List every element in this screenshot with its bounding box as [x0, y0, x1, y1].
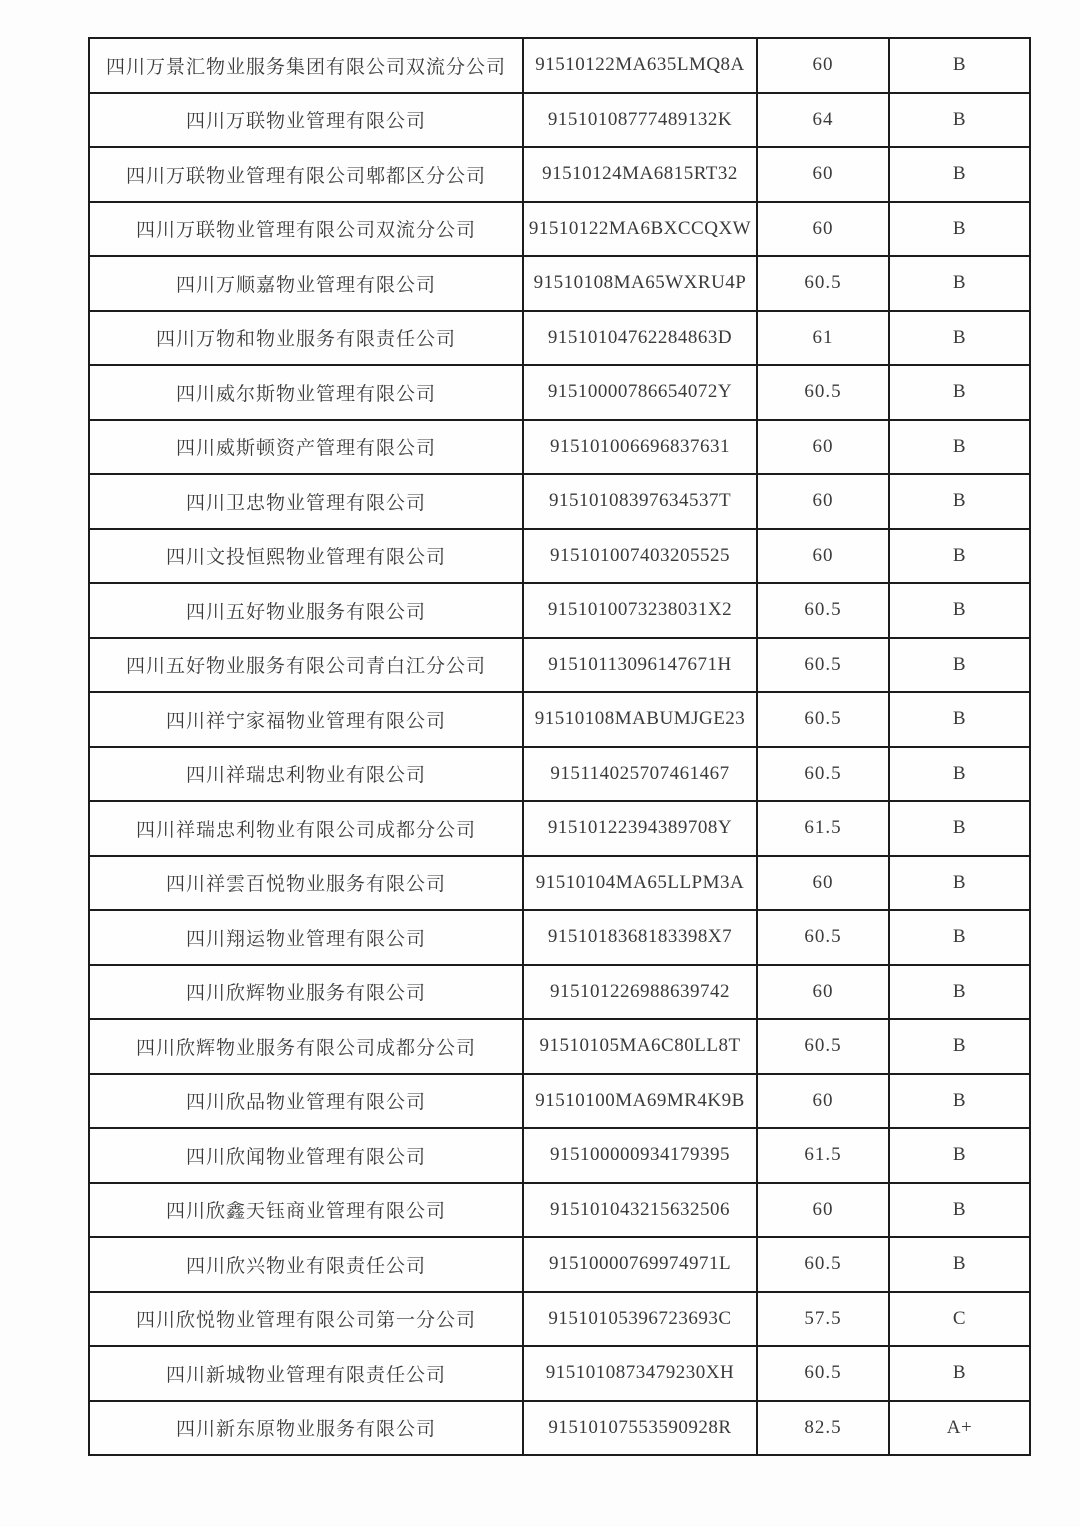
rating-cell: B: [889, 529, 1030, 584]
score-cell: 60: [757, 147, 889, 202]
table-row: [89, 692, 1030, 747]
score-cell: 61.5: [757, 1128, 889, 1183]
score-cell: 60.5: [757, 583, 889, 638]
rating-cell: B: [889, 692, 1030, 747]
credit-code-cell: 91510108777489132K: [523, 93, 757, 148]
score-cell: 60: [757, 38, 889, 93]
company-name-cell: 四川新城物业管理有限责任公司: [89, 1346, 523, 1401]
rating-cell: B: [889, 38, 1030, 93]
rating-cell: B: [889, 93, 1030, 148]
credit-code-cell: 9151010873479230XH: [523, 1346, 757, 1401]
table-row: [89, 1183, 1030, 1238]
company-name-cell: 四川万联物业管理有限公司双流分公司: [89, 202, 523, 257]
company-name-cell: 四川五好物业服务有限公司: [89, 583, 523, 638]
score-cell: 60: [757, 420, 889, 475]
credit-code-cell: 91510104762284863D: [523, 311, 757, 366]
credit-code-cell: 91510108MABUMJGE23: [523, 692, 757, 747]
credit-code-cell: 91510122MA635LMQ8A: [523, 38, 757, 93]
rating-cell: B: [889, 474, 1030, 529]
score-cell: 60.5: [757, 910, 889, 965]
company-name-cell: 四川卫忠物业管理有限公司: [89, 474, 523, 529]
rating-cell: B: [889, 910, 1030, 965]
company-name-cell: 四川文投恒熙物业管理有限公司: [89, 529, 523, 584]
score-cell: 57.5: [757, 1292, 889, 1347]
credit-code-cell: 91510122MA6BXCCQXW: [523, 202, 757, 257]
credit-code-cell: 9151018368183398X7: [523, 910, 757, 965]
score-cell: 82.5: [757, 1401, 889, 1456]
company-name-cell: 四川欣辉物业服务有限公司: [89, 965, 523, 1020]
table-row: [89, 147, 1030, 202]
score-cell: 60: [757, 1183, 889, 1238]
company-name-cell: 四川翔运物业管理有限公司: [89, 910, 523, 965]
table-row: [89, 474, 1030, 529]
credit-code-cell: 91510108397634537T: [523, 474, 757, 529]
table-row: [89, 38, 1030, 93]
table-row: [89, 529, 1030, 584]
rating-cell: B: [889, 256, 1030, 311]
score-cell: 60.5: [757, 638, 889, 693]
credit-code-cell: 91510104MA65LLPM3A: [523, 856, 757, 911]
table-row: [89, 365, 1030, 420]
credit-code-cell: 915101006696837631: [523, 420, 757, 475]
property-company-rating-table: [88, 37, 1031, 1456]
rating-table-body: [89, 38, 1030, 1455]
table-row: [89, 856, 1030, 911]
score-cell: 60: [757, 856, 889, 911]
credit-code-cell: 91510124MA6815RT32: [523, 147, 757, 202]
score-cell: 60.5: [757, 747, 889, 802]
score-cell: 60.5: [757, 1346, 889, 1401]
credit-code-cell: 91510107553590928R: [523, 1401, 757, 1456]
company-name-cell: 四川威斯顿资产管理有限公司: [89, 420, 523, 475]
credit-code-cell: 915101226988639742: [523, 965, 757, 1020]
rating-cell: B: [889, 1019, 1030, 1074]
table-row: [89, 801, 1030, 856]
score-cell: 64: [757, 93, 889, 148]
score-cell: 60: [757, 529, 889, 584]
rating-cell: B: [889, 365, 1030, 420]
score-cell: 60: [757, 1074, 889, 1129]
score-cell: 61.5: [757, 801, 889, 856]
rating-cell: B: [889, 1074, 1030, 1129]
table-row: [89, 638, 1030, 693]
rating-cell: B: [889, 801, 1030, 856]
company-name-cell: 四川新东原物业服务有限公司: [89, 1401, 523, 1456]
rating-cell: A+: [889, 1401, 1030, 1456]
company-name-cell: 四川祥瑞忠利物业有限公司: [89, 747, 523, 802]
company-name-cell: 四川万景汇物业服务集团有限公司双流分公司: [89, 38, 523, 93]
score-cell: 60: [757, 965, 889, 1020]
table-row: [89, 583, 1030, 638]
credit-code-cell: 91510105396723693C: [523, 1292, 757, 1347]
table-row: [89, 910, 1030, 965]
company-name-cell: 四川万物和物业服务有限责任公司: [89, 311, 523, 366]
company-name-cell: 四川祥宁家福物业管理有限公司: [89, 692, 523, 747]
rating-cell: B: [889, 1346, 1030, 1401]
rating-cell: B: [889, 747, 1030, 802]
company-name-cell: 四川万顺嘉物业管理有限公司: [89, 256, 523, 311]
company-name-cell: 四川祥瑞忠利物业有限公司成都分公司: [89, 801, 523, 856]
rating-cell: B: [889, 583, 1030, 638]
score-cell: 60.5: [757, 692, 889, 747]
table-row: [89, 1074, 1030, 1129]
table-row: [89, 747, 1030, 802]
company-name-cell: 四川欣品物业管理有限公司: [89, 1074, 523, 1129]
rating-table-container: [88, 37, 1029, 1456]
score-cell: 61: [757, 311, 889, 366]
rating-cell: B: [889, 202, 1030, 257]
table-row: [89, 1292, 1030, 1347]
score-cell: 60: [757, 474, 889, 529]
rating-cell: B: [889, 1128, 1030, 1183]
table-row: [89, 311, 1030, 366]
credit-code-cell: 91510113096147671H: [523, 638, 757, 693]
score-cell: 60.5: [757, 256, 889, 311]
rating-cell: C: [889, 1292, 1030, 1347]
credit-code-cell: 9151010073238031X2: [523, 583, 757, 638]
score-cell: 60: [757, 202, 889, 257]
table-row: [89, 1401, 1030, 1456]
company-name-cell: 四川欣兴物业有限责任公司: [89, 1237, 523, 1292]
table-row: [89, 1346, 1030, 1401]
company-name-cell: 四川五好物业服务有限公司青白江分公司: [89, 638, 523, 693]
company-name-cell: 四川欣悦物业管理有限公司第一分公司: [89, 1292, 523, 1347]
company-name-cell: 四川欣辉物业服务有限公司成都分公司: [89, 1019, 523, 1074]
score-cell: 60.5: [757, 1237, 889, 1292]
credit-code-cell: 91510000769974971L: [523, 1237, 757, 1292]
table-row: [89, 93, 1030, 148]
company-name-cell: 四川欣闻物业管理有限公司: [89, 1128, 523, 1183]
rating-cell: B: [889, 856, 1030, 911]
table-row: [89, 202, 1030, 257]
rating-cell: B: [889, 311, 1030, 366]
score-cell: 60.5: [757, 365, 889, 420]
credit-code-cell: 915114025707461467: [523, 747, 757, 802]
rating-cell: B: [889, 638, 1030, 693]
company-name-cell: 四川万联物业管理有限公司郫都区分公司: [89, 147, 523, 202]
credit-code-cell: 91510000786654072Y: [523, 365, 757, 420]
credit-code-cell: 91510122394389708Y: [523, 801, 757, 856]
credit-code-cell: 915100000934179395: [523, 1128, 757, 1183]
rating-cell: B: [889, 1237, 1030, 1292]
table-row: [89, 1237, 1030, 1292]
company-name-cell: 四川欣鑫天钰商业管理有限公司: [89, 1183, 523, 1238]
table-row: [89, 1019, 1030, 1074]
credit-code-cell: 91510105MA6C80LL8T: [523, 1019, 757, 1074]
company-name-cell: 四川万联物业管理有限公司: [89, 93, 523, 148]
table-row: [89, 256, 1030, 311]
credit-code-cell: 91510108MA65WXRU4P: [523, 256, 757, 311]
table-row: [89, 965, 1030, 1020]
score-cell: 60.5: [757, 1019, 889, 1074]
credit-code-cell: 915101007403205525: [523, 529, 757, 584]
rating-cell: B: [889, 965, 1030, 1020]
company-name-cell: 四川威尔斯物业管理有限公司: [89, 365, 523, 420]
rating-cell: B: [889, 1183, 1030, 1238]
table-row: [89, 420, 1030, 475]
rating-cell: B: [889, 420, 1030, 475]
rating-cell: B: [889, 147, 1030, 202]
credit-code-cell: 91510100MA69MR4K9B: [523, 1074, 757, 1129]
credit-code-cell: 915101043215632506: [523, 1183, 757, 1238]
table-row: [89, 1128, 1030, 1183]
company-name-cell: 四川祥雲百悦物业服务有限公司: [89, 856, 523, 911]
